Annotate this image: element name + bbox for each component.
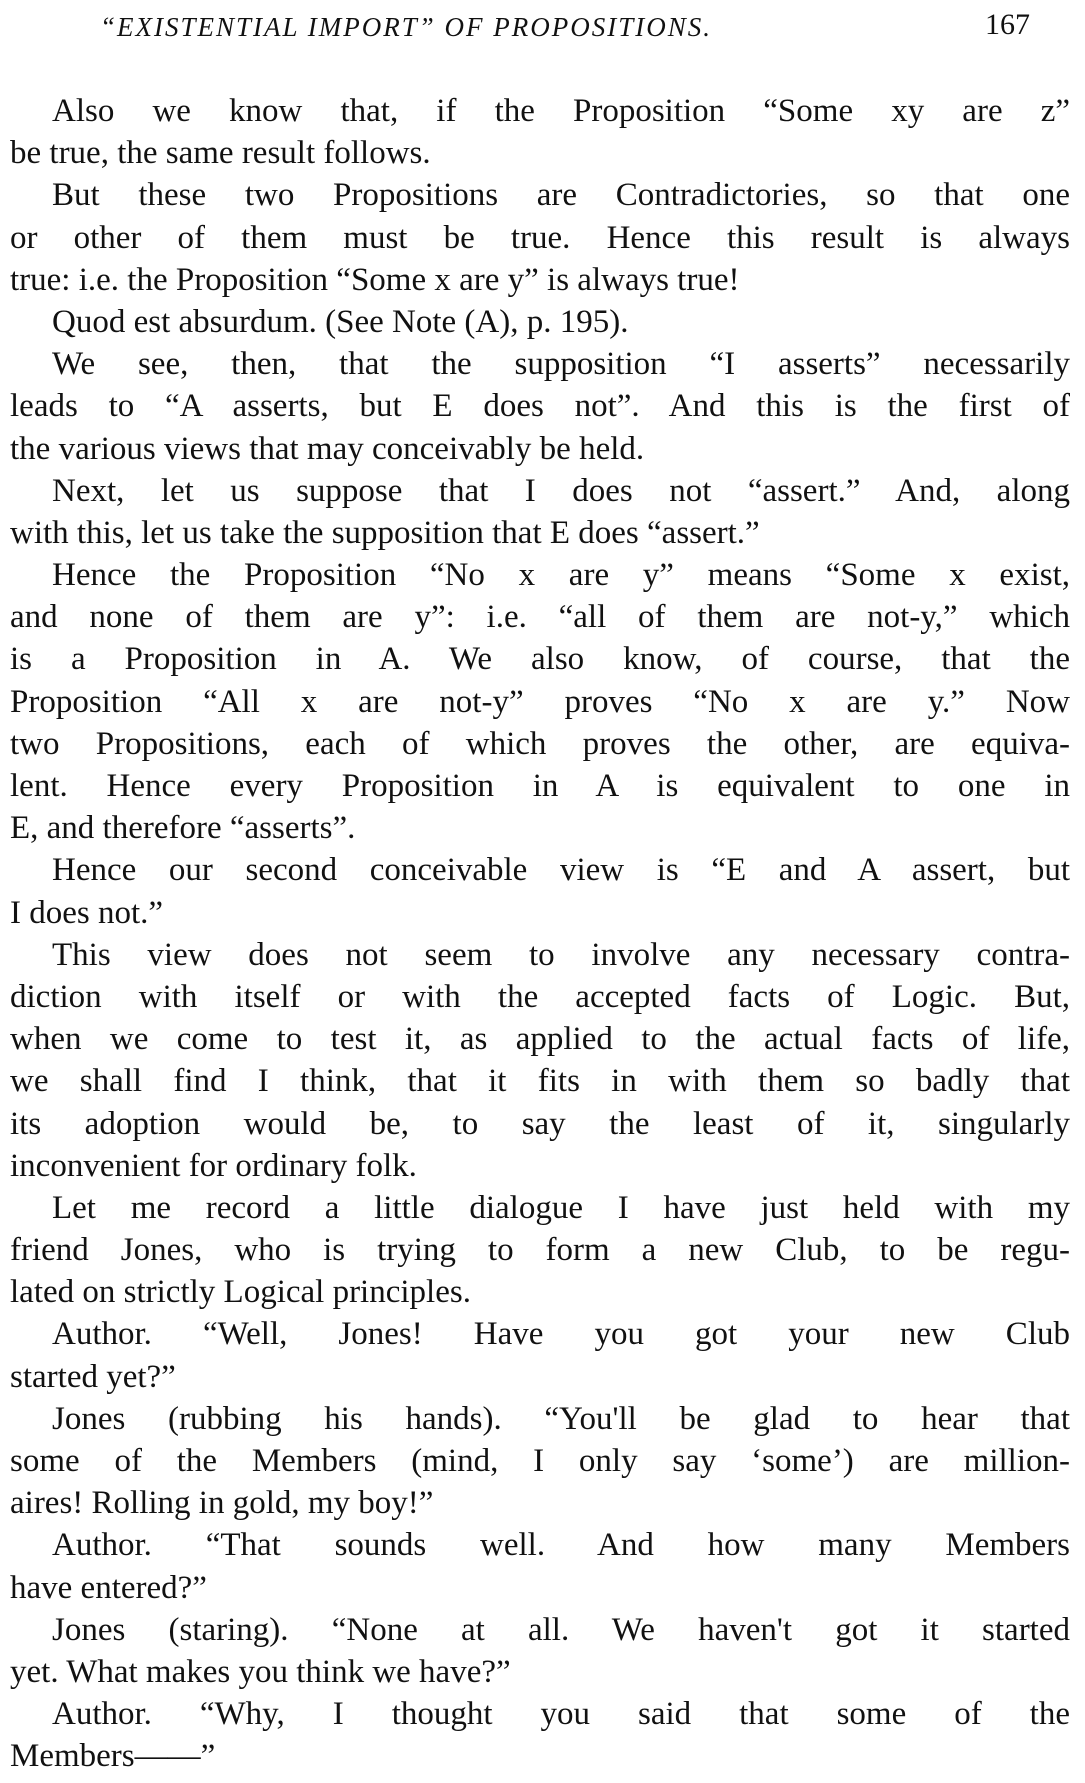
text-line: leads to “A asserts, but E does not”. And this is the first of bbox=[10, 388, 1070, 425]
text-line: lent. Hence every Proposition in A is equivalent to one in bbox=[10, 768, 1070, 804]
text-line: Author. “Well, Jones! Have you got your new Club bbox=[52, 1316, 1070, 1353]
text-line: Proposition “All x are not-y” proves “No x are y.” Now bbox=[10, 683, 1070, 720]
text-line: true: i.e. the Proposition “Some x are y” is always true! bbox=[10, 261, 740, 298]
text-line: I does not.” bbox=[10, 894, 164, 931]
text-line: yet. What makes you think we have?” bbox=[10, 1653, 511, 1690]
text-line: Hence our second conceivable view is “E and A assert, but bbox=[52, 852, 1070, 889]
text-line: E, and therefore “asserts”. bbox=[10, 810, 356, 847]
text-line: Next, let us suppose that I does not “assert.” And, along bbox=[52, 472, 1070, 509]
text-line: have entered?” bbox=[10, 1569, 207, 1606]
page-header bbox=[0, 4, 1085, 48]
body-text bbox=[10, 90, 1070, 1778]
text-line: Quod est absurdum. (See Note (A), p. 195). bbox=[52, 303, 629, 340]
text-line: when we come to test it, as applied to the actual facts of life, bbox=[10, 1021, 1070, 1058]
text-line: Also we know that, if the Proposition “Some xy are z” bbox=[52, 93, 1070, 129]
page-number: 167 bbox=[985, 8, 1030, 41]
text-line: aires! Rolling in gold, my boy!” bbox=[10, 1485, 434, 1522]
text-line: Hence the Proposition “No x are y” means “Some x exist, bbox=[52, 557, 1070, 594]
text-line: Jones (staring). “None at all. We haven't got it started bbox=[52, 1611, 1070, 1648]
text-line: we shall find I think, that it fits in with them so badly that bbox=[10, 1063, 1070, 1100]
text-line: is a Proposition in A. We also know, of course, that the bbox=[10, 641, 1070, 678]
text-line: and none of them are y”: i.e. “all of them are not-y,” which bbox=[10, 599, 1070, 636]
text-line: Author. “That sounds well. And how many Members bbox=[52, 1527, 1070, 1564]
text-line: its adoption would be, to say the least of it, singularly bbox=[10, 1105, 1070, 1142]
text-line: inconvenient for ordinary folk. bbox=[10, 1147, 417, 1184]
text-line: be true, the same result follows. bbox=[10, 135, 431, 172]
text-line: with this, let us take the supposition that E does “assert.” bbox=[10, 514, 760, 551]
text-line: Let me record a little dialogue I have just held with my bbox=[52, 1189, 1070, 1226]
text-line: Author. “Why, I thought you said that some of the bbox=[52, 1696, 1070, 1733]
text-line: But these two Propositions are Contradictories, so that one bbox=[52, 177, 1070, 214]
text-line: This view does not seem to involve any necessary contra- bbox=[52, 936, 1070, 973]
running-head: “EXISTENTIAL IMPORT” OF PROPOSITIONS. bbox=[100, 12, 713, 42]
text-line: lated on strictly Logical principles. bbox=[10, 1274, 471, 1311]
text-line: friend Jones, who is trying to form a new Club, to be regu- bbox=[10, 1232, 1070, 1269]
text-line: Jones (rubbing his hands). “You'll be glad to hear that bbox=[52, 1400, 1070, 1437]
text-line: two Propositions, each of which proves the other, are equiva- bbox=[10, 725, 1070, 762]
text-line: started yet?” bbox=[10, 1358, 176, 1395]
text-line: Members——” bbox=[10, 1738, 216, 1775]
text-line: or other of them must be true. Hence this result is always bbox=[10, 219, 1070, 256]
text-line: the various views that may conceivably be held. bbox=[10, 430, 645, 467]
text-line: diction with itself or with the accepted facts of Logic. But, bbox=[10, 978, 1070, 1015]
text-line: We see, then, that the supposition “I asserts” necessarily bbox=[52, 346, 1070, 383]
text-line: some of the Members (mind, I only say ‘some’) are million- bbox=[10, 1443, 1070, 1479]
